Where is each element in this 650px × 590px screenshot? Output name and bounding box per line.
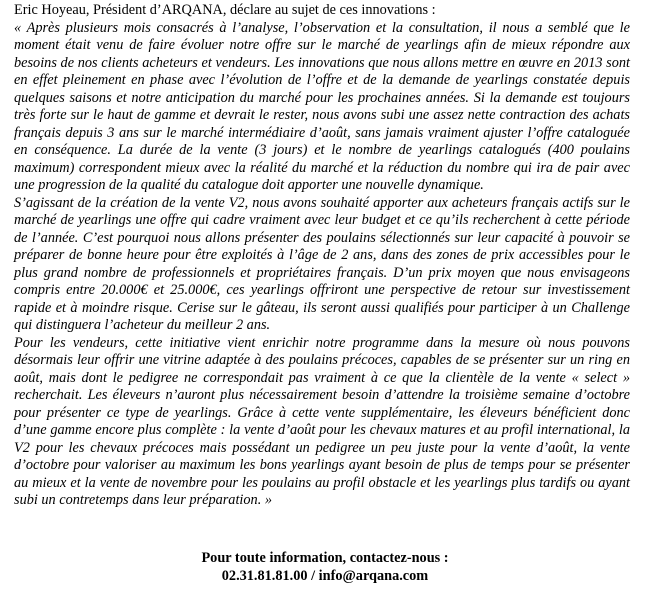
contact-details: 02.31.81.81.00 / info@arqana.com (221, 568, 429, 584)
quote-paragraph-1: « Après plusieurs mois consacrés à l’analyse, l’observation et la consultation, il nous a semblé que le moment était venu de faire évoluer notre offre sur le marché de yearlings afin de mieux répondre aux besoins de nos clients acheteurs et vendeurs. Les innovations que nous allons mettre en œuvre en 2013 sont en effet pleinement en phase avec l’évolution de l’offre et de la demande de yearlings constatée depuis quelques saisons et notre anticipation du marché pour les prochaines années. Si la demande est toujours très forte sur le haut de gamme et devrait le rester, nous avons subi une assez nette contraction des achats français depuis 3 ans sur le marché intermédiaire d’août, sans jamais vraiment ajuster l’offre cataloguée en conséquence. La durée de la vente (3 jours) et le nombre de yearlings catalogués (400 poulains maximum) correspondent mieux avec la réalité du marché et la réduction du nombre qui ira de pair avec une progression de la qualité du catalogue doit apporter une nouvelle dynamique. (14, 19, 630, 193)
quote-paragraph-2: S’agissant de la création de la vente V2, nous avons souhaité apporter aux acheteurs français actifs sur le marché de yearlings une offre qui cadre vraiment avec leur budget et ce qu’ils recherchent à cette période de l’année. C’est pourquoi nous allons présenter des poulains sélectionnés sur leur capacité à pouvoir se préparer de bonne heure pour être exploités à l’âge de 2 ans, dans des zones de prix accessibles pour le plus grand nombre de professionnels et propriétaires français. D’un prix moyen que nous envisageons compris entre 20.000€ et 25.000€, ces yearlings offriront une perspective de retour sur investissement rapide et à moindre risque. Cerise sur le gâteau, ils seront aussi qualifiés pour participer à un Challenge qui distinguera l’acheteur du meilleur 2 ans. (14, 194, 630, 333)
intro-line: Eric Hoyeau, Président d’ARQANA, déclare au sujet de ces innovations : (14, 2, 436, 18)
quote-paragraph-3: Pour les vendeurs, cette initiative vient enrichir notre programme dans la mesure où nous pouvons désormais leur offrir une vitrine adaptée à des poulains précoces, capables de se présenter sur un ring en août, mais dont le pedigree ne correspondait pas vraiment à ce que la clientèle de la vente « select » recherchait. Les éleveurs n’auront plus nécessairement besoin d’attendre la troisième semaine d’octobre pour présenter ce type de yearlings. Grâce à cette vente supplémentaire, les éleveurs bénéficient donc d’une gamme encore plus complète : la vente d’août pour les chevaux matures et au profil international, la V2 pour les chevaux précoces mais possédant un pedigree un peu juste pour la vente d’août, la vente d’octobre pour valoriser au maximum les bons yearlings ayant besoin de plus de temps pour se présenter au mieux et la vente de novembre pour les poulains au profil obstacle et les yearlings plus tardifs ou ayant subi un contretemps dans leur préparation. » (14, 334, 630, 508)
press-release-body (14, 2, 630, 510)
contact-heading: Pour toute information, contactez-nous : (201, 550, 449, 566)
